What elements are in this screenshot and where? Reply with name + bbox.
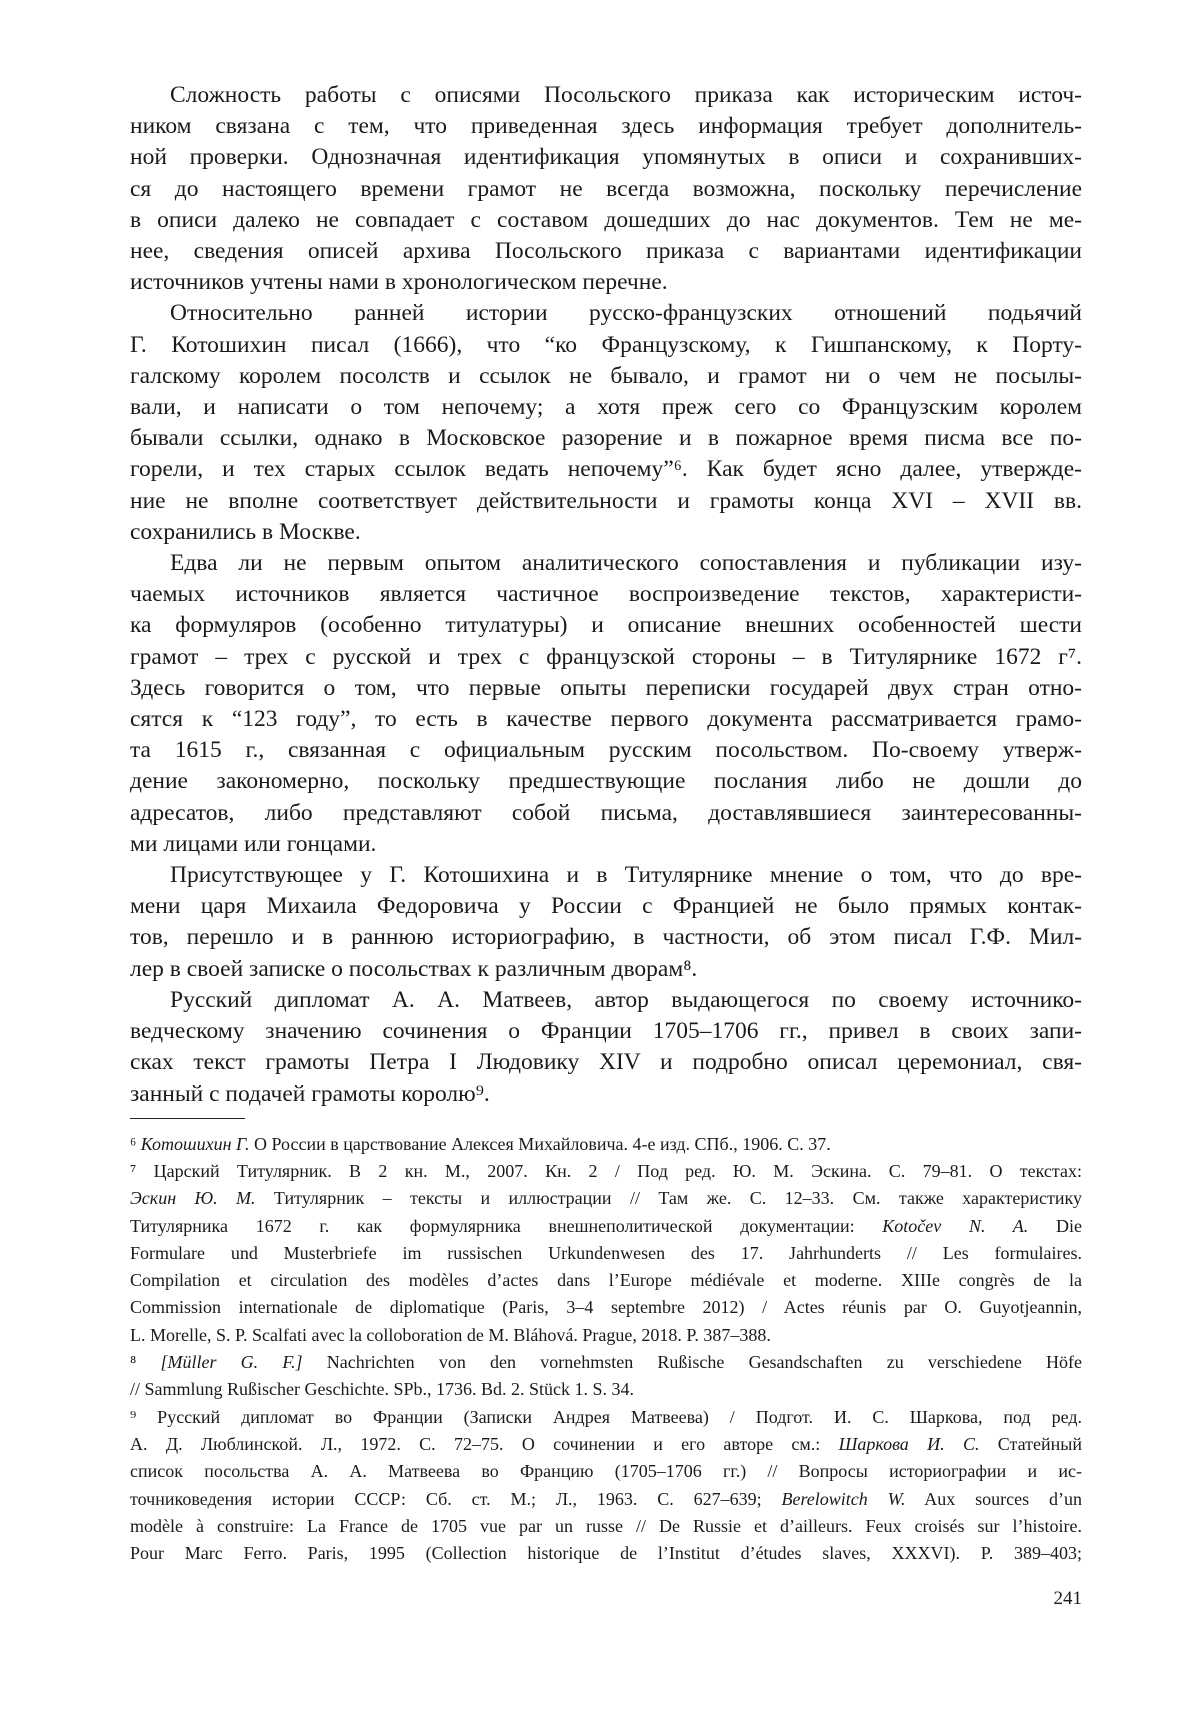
- author-name: Berelowitch W.: [781, 1489, 905, 1509]
- footnote-line: [130, 1267, 1082, 1294]
- footnote-line: [130, 1322, 1082, 1349]
- text-line: ной проверки. Однозначная идентификация упомянутых в описи и сохранивших-: [130, 142, 1082, 173]
- footnote-text: // Sammlung Rußischer Geschichte. SPb., 1736. Bd. 2. Stück 1. S. 34.: [130, 1379, 634, 1399]
- author-name: [Müller G. F.]: [160, 1352, 302, 1372]
- text-line: ми лицами или гонцами.: [130, 829, 1082, 860]
- body-text: [130, 80, 1082, 1110]
- footnotes: [130, 1131, 1082, 1568]
- footnote-line: [130, 1486, 1082, 1513]
- text-line: лер в своей записке о посольствах к различным дворам⁸.: [130, 954, 1082, 985]
- text-line: ведческому значению сочинения о Франции 1705–1706 гг., привел в своих запи-: [130, 1016, 1082, 1047]
- footnote-text: Compilation et circulation des modèles d’actes dans l’Europe médiévale et moderne. XIIIe congrès de la: [130, 1270, 1082, 1290]
- text-line: галскому королем посолств и ссылок не бывало, и грамот ни о чем не посылы-: [130, 361, 1082, 392]
- text-line: ние не вполне соответствует действительности и грамоты конца XVI – XVII вв.: [130, 486, 1082, 517]
- text-line: ся до настоящего времени грамот не всегда возможна, поскольку перечисление: [130, 174, 1082, 205]
- text-line: Здесь говорится о том, что первые опыты переписки государей двух стран отно-: [130, 673, 1082, 704]
- footnote-line: [130, 1240, 1082, 1267]
- paragraph: [130, 548, 1082, 860]
- footnote-text: список посольства А. А. Матвеева во Францию (1705–1706 гг.) // Вопросы историографии и ис-: [130, 1461, 1082, 1481]
- footnote-line: [130, 1431, 1082, 1458]
- footnote-text: Formulare und Musterbriefe im russischen Urkundenwesen des 17. Jahrhunderts // Les formulaires.: [130, 1243, 1082, 1263]
- text-line: Относительно ранней истории русско-французских отношений подьячий: [130, 298, 1082, 329]
- footnote-text: ⁸: [130, 1352, 160, 1372]
- text-line: мени царя Михаила Федоровича у России с Францией не было прямых контак-: [130, 891, 1082, 922]
- text-line: ка формуляров (особенно титулатуры) и описание внешних особенностей шести: [130, 610, 1082, 641]
- footnote-text: точниковедения истории СССР: Сб. ст. М.; Л., 1963. С. 627–639;: [130, 1489, 781, 1509]
- footnote-text: ⁹ Русский дипломат во Франции (Записки Андрея Матвеева) / Подгот. И. С. Шаркова, под ред.: [130, 1407, 1082, 1427]
- footnote-text: modèle à construire: La France de 1705 vue par un russe // De Russie et d’ailleurs. Feux croisés sur l’histoire.: [130, 1516, 1082, 1536]
- author-name: Котошихин Г.: [141, 1134, 250, 1154]
- text-line: сохранились в Москве.: [130, 517, 1082, 548]
- footnote-line: [130, 1131, 1082, 1158]
- footnote-text: А. Д. Люблинской. Л., 1972. С. 72–75. О сочинении и его авторе см.:: [130, 1434, 839, 1454]
- footnote-text: Aux sources d’un: [905, 1489, 1082, 1509]
- paragraph: [130, 985, 1082, 1110]
- text-line: Русский дипломат А. А. Матвеев, автор выдающегося по своему источнико-: [130, 985, 1082, 1016]
- footnote-line: [130, 1458, 1082, 1485]
- footnote-line: [130, 1376, 1082, 1403]
- page-number: 241: [130, 1587, 1082, 1611]
- text-line: сках текст грамоты Петра I Людовику XIV и подробно описал церемониал, свя-: [130, 1047, 1082, 1078]
- footnote-line: [130, 1540, 1082, 1567]
- footnote-text: О России в царствование Алексея Михайловича. 4-е изд. СПб., 1906. С. 37.: [249, 1134, 830, 1154]
- text-line: чаемых источников является частичное воспроизведение текстов, характеристи-: [130, 579, 1082, 610]
- paragraph: [130, 860, 1082, 985]
- page: [0, 0, 1200, 1651]
- text-line: адресатов, либо представляют собой письма, доставлявшиеся заинтересованны-: [130, 798, 1082, 829]
- text-line: сятся к “123 году”, то есть в качестве первого документа рассматривается грамо-: [130, 704, 1082, 735]
- author-name: Шаркова И. С.: [839, 1434, 980, 1454]
- footnote: [130, 1349, 1082, 1404]
- footnote-text: Титулярника 1672 г. как формулярника внешнеполитической документации:: [130, 1216, 882, 1236]
- footnote-line: [130, 1213, 1082, 1240]
- text-line: занный с подачей грамоты королю⁹.: [130, 1079, 1082, 1110]
- footnote-separator: [130, 1118, 245, 1119]
- text-line: источников учтены нами в хронологическом перечне.: [130, 267, 1082, 298]
- text-line: горели, и тех старых ссылок ведать непочему”⁶. Как будет ясно далее, утвержде-: [130, 454, 1082, 485]
- footnote-line: [130, 1349, 1082, 1376]
- footnote-text: Commission internationale de diplomatique (Paris, 3–4 septembre 2012) / Actes réunis par O. Guyotjeannin,: [130, 1297, 1082, 1317]
- footnote-line: [130, 1404, 1082, 1431]
- footnote-line: [130, 1513, 1082, 1540]
- text-line: тов, перешло и в раннюю историографию, в частности, об этом писал Г.Ф. Мил-: [130, 922, 1082, 953]
- text-line: та 1615 г., связанная с официальным русским посольством. По-своему утверж-: [130, 735, 1082, 766]
- text-line: в описи далеко не совпадает с составом дошедших до нас документов. Тем не ме-: [130, 205, 1082, 236]
- paragraph: [130, 298, 1082, 548]
- text-line: Г. Котошихин писал (1666), что “ко Французскому, к Гишпанскому, к Порту-: [130, 330, 1082, 361]
- text-line: Сложность работы с описями Посольского приказа как историческим источ-: [130, 80, 1082, 111]
- text-line: Присутствующее у Г. Котошихина и в Титулярнике мнение о том, что до вре-: [130, 860, 1082, 891]
- text-line: нее, сведения описей архива Посольского приказа с вариантами идентификации: [130, 236, 1082, 267]
- text-line: ником связана с тем, что приведенная здесь информация требует дополнитель-: [130, 111, 1082, 142]
- footnote-text: Статейный: [979, 1434, 1082, 1454]
- footnote-text: Pour Marc Ferro. Paris, 1995 (Collection historique de l’Institut d’études slaves, XXXVI). P. 389–403;: [130, 1543, 1082, 1563]
- footnote: [130, 1404, 1082, 1568]
- footnote-line: [130, 1294, 1082, 1321]
- footnote-text: Титулярник – тексты и иллюстрации // Там же. С. 12–33. См. также характеристику: [256, 1188, 1083, 1208]
- text-line: вали, и написати о том непочему; а хотя преж сего со Французским королем: [130, 392, 1082, 423]
- footnote-text: Die: [1028, 1216, 1082, 1236]
- footnote-text: ⁶: [130, 1134, 141, 1154]
- footnote-text: L. Morelle, S. P. Scalfati avec la colloboration de M. Bláhová. Prague, 2018. P. 387–388.: [130, 1325, 771, 1345]
- text-line: грамот – трех с русской и трех с французской стороны – в Титулярнике 1672 г⁷.: [130, 642, 1082, 673]
- paragraph: [130, 80, 1082, 298]
- footnote-text: ⁷ Царский Титулярник. В 2 кн. М., 2007. Кн. 2 / Под ред. Ю. М. Эскина. С. 79–81. О текстах:: [130, 1161, 1082, 1181]
- author-name: Эскин Ю. М.: [130, 1188, 256, 1208]
- footnote-line: [130, 1185, 1082, 1212]
- footnote: [130, 1131, 1082, 1158]
- text-line: бывали ссылки, однако в Московское разорение и в пожарное время писма все по-: [130, 423, 1082, 454]
- text-line: Едва ли не первым опытом аналитического сопоставления и публикации изу-: [130, 548, 1082, 579]
- footnote-text: Nachrichten von den vornehmsten Rußische Gesandschaften zu verschiedene Höfe: [303, 1352, 1082, 1372]
- footnote: [130, 1158, 1082, 1349]
- text-line: дение закономерно, поскольку предшествующие послания либо не дошли до: [130, 766, 1082, 797]
- footnote-line: [130, 1158, 1082, 1185]
- author-name: Kotočev N. A.: [882, 1216, 1028, 1236]
